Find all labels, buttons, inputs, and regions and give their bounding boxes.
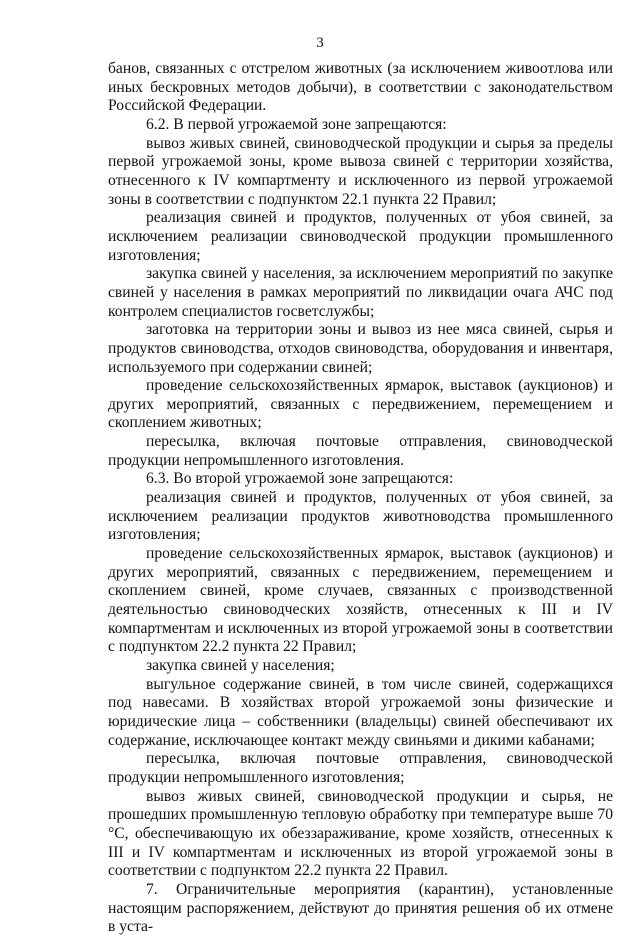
paragraph: закупка свиней у населения, за исключением мероприятий по закупке свиней у населения в рамках мероприятий по ликвидации очага АЧС под контролем специалистов госветслужбы; [108, 265, 613, 320]
paragraph: выгульное содержание свиней, в том числе свиней, содержащихся под навесами. В хозяйствах второй угрожаемой зоны физические и юридические лица – собственники (владельцы) свиней обеспечивают их содержание, исключающее контакт между свиньями и дикими кабанами; [108, 675, 613, 749]
page-number: 3 [316, 35, 324, 51]
paragraph: реализация свиней и продуктов, полученных от убоя свиней, за исключением реализации свиноводческой продукции промышленного изготовления; [108, 209, 613, 264]
paragraph: вывоз живых свиней, свиноводческой продукции и сырья за пределы первой угрожаемой зоны, кроме вывоза свиней с территории хозяйства, отнесенного к IV компартменту и исключенного из первой угрожаемой зоны в соответствии с подпунктом 22.1 пункта 22 Правил; [108, 134, 613, 208]
paragraph: реализация свиней и продуктов, полученных от убоя свиней, за исключением реализации продуктов животноводства промышленного изготовления; [108, 489, 613, 544]
section-heading-6-3: 6.3. Во второй угрожаемой зоне запрещаются: [146, 470, 454, 488]
paragraph: пересылка, включая почтовые отправления, свиноводческой продукции непромышленного изготовления; [108, 750, 613, 786]
paragraph: проведение сельскохозяйственных ярмарок, выставок (аукционов) и других мероприятий, связанных с передвижением, перемещением и скоплением животных; [108, 377, 613, 432]
document-body [108, 60, 613, 937]
paragraph: заготовка на территории зоны и вывоз из нее мяса свиней, сырья и продуктов свиноводства, отходов свиноводства, оборудования и инвентаря, используемого при содержании свиней; [108, 321, 613, 376]
paragraph-continuation: банов, связанных с отстрелом животных (за исключением живоотлова или иных бескровных методов добычи), в соответствии с законодательством Российской Федерации. [108, 60, 613, 115]
paragraph: вывоз живых свиней, свиноводческой продукции и сырья, не прошедших промышленную тепловую обработку при температуре выше 70 °С, обеспечивающую их обеззараживание, кроме хозяйств, отнесенных к III и IV компартментам и исключенных из второй угрожаемой зоны в соответствии с подпунктом 22.2 пункта 22 Правил. [108, 787, 613, 880]
paragraph: пересылка, включая почтовые отправления, свиноводческой продукции непромышленного изготовления. [108, 433, 613, 469]
paragraph: закупка свиней у населения; [146, 657, 335, 674]
paragraph: проведение сельскохозяйственных ярмарок, выставок (аукционов) и других мероприятий, связанных с передвижением, перемещением и скоплением свиней, кроме случаев, связанных с производственной деятельностью свиноводческих хозяйств, отнесенных к III и IV компартментам и исключенных из второй угрожаемой зоны в соответствии с подпунктом 22.2 пункта 22 Правил; [108, 545, 613, 656]
section-heading-6-2: 6.2. В первой угрожаемой зоне запрещаются: [146, 115, 447, 133]
section-heading-7: 7. Ограничительные мероприятия (карантин), установленные настоящим распоряжением, действуют до принятия решения об их отмене в уста- [108, 880, 613, 936]
